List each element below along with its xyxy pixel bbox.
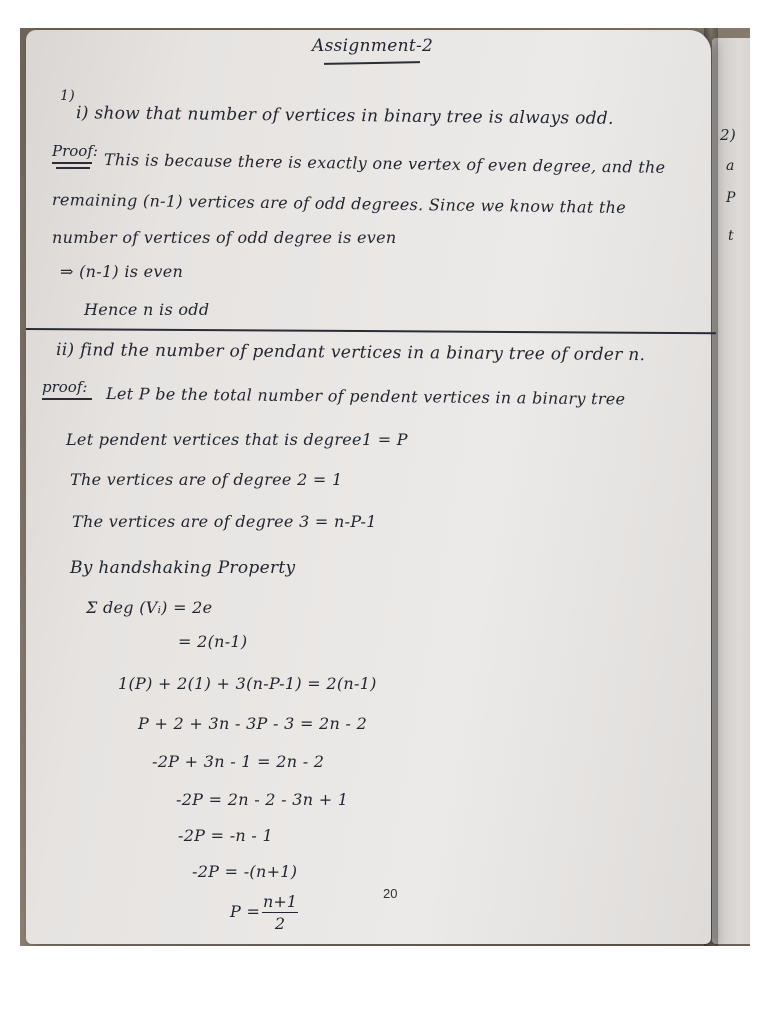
q2-equation: -2P = 2n - 2 - 3n + 1 [176,790,349,809]
fraction-bar [262,912,298,913]
page-number: 20 [383,886,398,901]
title-underline [324,61,420,64]
q2-proof-line: By handshaking Property [70,558,296,578]
right-page-fragment: a [726,158,735,174]
right-page-fragment: t [728,228,734,244]
q1-proof-line: Hence n is odd [84,300,210,319]
page-title: Assignment-2 [312,36,434,56]
q2-proof-line: The vertices are of degree 2 = 1 [70,470,343,489]
right-page-fragment: P [726,190,736,206]
result-numerator: n+1 [263,892,297,911]
question-1-heading: i) show that number of vertices in binary tree is always odd. [75,103,614,129]
proof-underline [56,167,90,169]
q1-proof-line: ⇒ (n-1) is even [60,262,184,281]
result-lhs: P = [230,902,261,921]
section-divider [26,328,716,334]
q2-equation: -2P + 3n - 1 = 2n - 2 [152,752,325,771]
right-page-fragment: 2) [720,126,736,144]
proof-underline [42,398,92,400]
proof-underline [52,162,92,164]
q2-equation: 1(P) + 2(1) + 3(n-P-1) = 2(n-1) [118,674,377,693]
q2-equation: P + 2 + 3n - 3P - 3 = 2n - 2 [138,714,368,733]
q2-proof-line: Let pendent vertices that is degree1 = P [66,430,408,449]
proof-label: proof: [42,378,88,396]
q1-proof-line: number of vertices of odd degree is even [52,228,397,247]
q1-proof-line: This is because there is exactly one vertex of even degree, and the [103,150,666,177]
q2-equation: -2P = -(n+1) [192,862,298,881]
result-denominator: 2 [274,914,286,933]
proof-label: Proof: [52,142,98,160]
question-2-heading: ii) find the number of pendant vertices in a binary tree of order n. [55,340,646,366]
notebook-page [26,30,711,944]
notebook-photo [20,28,750,946]
q2-proof-line: The vertices are of degree 3 = n-P-1 [72,512,377,531]
question-number: 1) [60,88,75,104]
q2-equation: = 2(n-1) [178,632,248,651]
q2-equation: Σ deg (Vᵢ) = 2e [86,598,213,617]
q2-proof-line: Let P be the total number of pendent vertices in a binary tree [105,384,626,409]
q2-equation: -2P = -n - 1 [178,826,273,845]
result-fraction [262,892,298,933]
q1-proof-line: remaining (n-1) vertices are of odd degrees. Since we know that the [51,190,627,218]
